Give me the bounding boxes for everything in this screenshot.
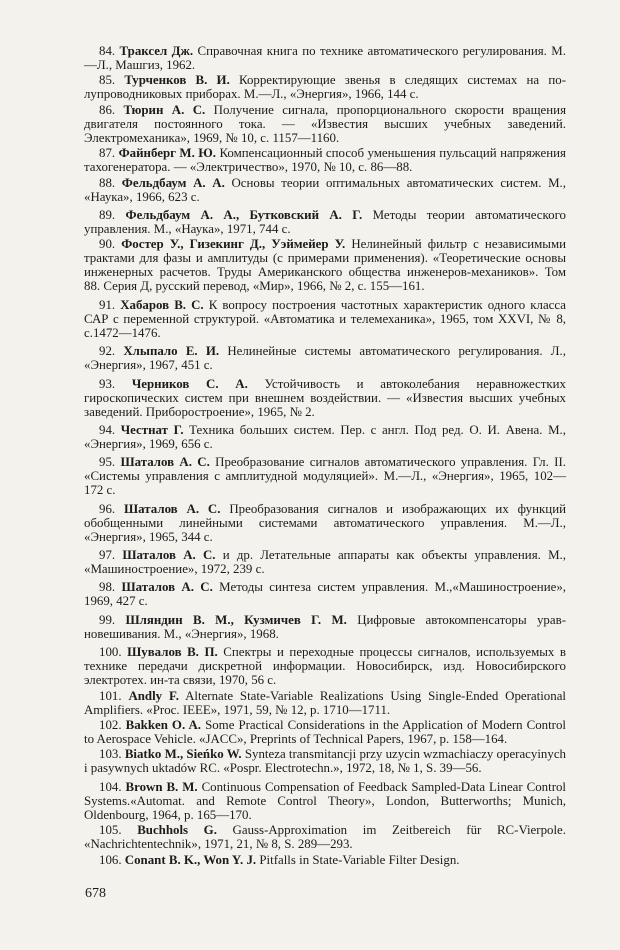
reference-authors: Conant B. K., Won Y. J. <box>124 852 257 867</box>
reference-text: Устойчивость и автоколебания неравножестких гироскопических систем при внешнем воздействии. — «Известия высших учебных заведений. Приборостроение», 1965, № 2. <box>84 376 566 419</box>
reference-item <box>84 780 566 822</box>
reference-item <box>84 645 566 687</box>
reference-number: 106. <box>99 852 122 867</box>
reference-authors: Шаталов А. С. <box>121 580 213 595</box>
reference-number: 98. <box>99 580 116 595</box>
reference-authors: Черников С. А. <box>131 376 248 391</box>
reference-number: 100. <box>99 645 122 660</box>
reference-number: 101. <box>99 688 122 703</box>
reference-item <box>84 613 566 641</box>
reference-number: 85. <box>99 73 116 88</box>
reference-text: Техника больших систем. Пер. с англ. Под ред. О. И. Авена. М., «Энергия», 1969, 656 с. <box>84 422 566 451</box>
reference-number: 102. <box>99 718 122 733</box>
reference-authors: Фельдбаум А. А., Бутковский А. Г. <box>125 207 363 222</box>
reference-text: Методы теории автоматического управления. М., «Наука», 1971, 744 с. <box>84 207 566 236</box>
reference-item <box>84 548 566 576</box>
reference-authors: Biatko M., Sieńko W. <box>124 747 242 762</box>
reference-text: Справочная книга по технике автоматического регулирования. М.—Л., Машгиз, 1962. <box>84 44 566 72</box>
reference-authors: Шувалов В. П. <box>127 645 218 660</box>
reference-authors: Турченков В. И. <box>124 73 230 88</box>
reference-text: Pitfalls in State-Variable Filter Design. <box>256 852 460 867</box>
reference-number: 96. <box>99 501 116 516</box>
reference-number: 97. <box>99 548 116 563</box>
reference-number: 91. <box>99 297 116 312</box>
reference-text: Alternate State-Variable Realizations Using Single-Ended Operational Amplifiers. «Proc. IEEE», 1971, 59, № 12, p. 1710—1711. <box>84 688 566 717</box>
reference-item <box>84 580 566 608</box>
reference-authors: Buchhols G. <box>137 823 217 838</box>
reference-text: Методы синтеза систем управления. М.,«Машиностроение», 1969, 427 с. <box>84 580 566 609</box>
reference-item <box>84 823 566 851</box>
reference-text: Преобразование сигналов автоматического управления. Гл. II. «Системы управления с амплитудной модуляцией». М.—Л., «Энергия», 1965, 102—172 с. <box>84 455 566 498</box>
page-number: 678 <box>85 886 106 901</box>
reference-authors: Честнат Г. <box>120 422 184 437</box>
reference-authors: Bakken O. A. <box>125 718 202 733</box>
reference-text: Основы теории оптимальных автоматических систем. М., «Наука», 1966, 623 с. <box>84 175 566 204</box>
reference-number: 90. <box>99 237 116 252</box>
reference-number: 94. <box>99 422 116 437</box>
reference-text: Спектры и переходные процессы сигналов, используемых в технике передачи дискретной информации. Новосибирск, изд. Новосибирского электротех. ин-та связи, 1970, 56 с. <box>84 645 566 688</box>
reference-number: 89. <box>99 207 116 222</box>
reference-item <box>84 298 566 340</box>
reference-text: Some Practical Considerations in the Application of Modern Control to Aerospace Vehicle. «JACC», Preprints of Technical Papers, 1967, p. 158—164. <box>84 718 566 747</box>
reference-text: Цифровые автокомпенсаторы уравновешивания. М., «Энергия», 1968. <box>84 612 566 641</box>
reference-number: 84. <box>99 44 116 58</box>
reference-authors: Файнберг М. Ю. <box>118 146 216 161</box>
reference-item <box>84 44 566 72</box>
reference-authors: Хабаров В. С. <box>120 297 204 312</box>
reference-authors: Траксел Дж. <box>119 44 194 58</box>
reference-item <box>84 689 566 717</box>
reference-authors: Фельдбаум А. А. <box>121 175 225 190</box>
reference-item <box>84 423 566 451</box>
reference-authors: Шаталов А. С. <box>124 501 221 516</box>
reference-item <box>84 455 566 497</box>
reference-item <box>84 208 566 236</box>
reference-authors: Шляндин В. М., Кузмичев Г. М. <box>125 612 347 627</box>
reference-authors: Brown B. M. <box>125 779 198 794</box>
reference-text: Получение сигнала, пропорционального скорости вращения двигателя постоянного тока. — «Известия высших учебных заведений. Электромеханика», 1969, № 10, с. 1157—1160. <box>84 102 566 145</box>
reference-text: Компенсационный способ уменьшения пульсаций напряжения тахогенератора. — «Электричество», 1970, № 10, с. 86—88. <box>84 146 566 175</box>
reference-text: и др. Летательные аппараты как объекты управления. М., «Машиностроение», 1972, 239 с. <box>84 548 566 577</box>
reference-number: 93. <box>99 376 116 391</box>
reference-authors: Шаталов А. С. <box>120 455 210 470</box>
reference-text: Нелинейный фильтр с независимыми трактами для фазы и амплитуды (с примерами применения). «Теоретические основы инженерных расчетов. Труды Американского общества инженеров-механиков». Том 88. Серия Д, русский перевод, «Мир», 1966, № 2, с. 155—161. <box>84 237 566 294</box>
reference-number: 88. <box>99 175 116 190</box>
reference-number: 92. <box>99 344 116 359</box>
reference-text: Gauss-Approximation im Zeitbereich für RC-Vierpole. «Nachrichtentechnik», 1971, 21, № 8, S. 289—293. <box>84 823 566 852</box>
reference-text: Continuous Compensation of Feedback Sampled-Data Linear Control Systems.«Automat. and Remote Control Theory», London, Butterworths; Munich, Oldenbourg, 1964, p. 165—170. <box>84 779 567 822</box>
reference-list <box>84 44 566 871</box>
reference-number: 103. <box>99 747 122 762</box>
reference-item <box>84 377 566 419</box>
reference-text: К вопросу построения частотных характеристик одного класса САР с переменной структурой. «Автоматика и телемеханика», 1965, том XXVI, № 8, с.1472—1476. <box>84 297 566 340</box>
reference-text: Нелинейные системы автоматического регулирования. Л., «Энергия», 1967, 451 с. <box>84 344 566 373</box>
reference-item <box>84 237 566 293</box>
reference-number: 95. <box>99 455 116 470</box>
reference-item <box>84 747 566 775</box>
reference-item <box>84 103 566 145</box>
reference-authors: Тюрин А. С. <box>123 102 206 117</box>
reference-item <box>84 718 566 746</box>
reference-number: 86. <box>99 102 116 117</box>
reference-number: 105. <box>99 823 122 838</box>
reference-text: Корректирующие звенья в следящих системах на полупроводниковых приборах. М.—Л., «Энергия», 1966, 144 с. <box>84 73 566 102</box>
reference-item <box>84 344 566 372</box>
reference-text: Synteza transmitancji przy uzycin wzmachiaczy operacyinych i pasywnych uktadów RC. «Pospr. Electrotechn.», 1972, 18, № 1, S. 39—56. <box>84 747 566 776</box>
reference-item <box>84 73 566 101</box>
reference-authors: Хлыпало Е. И. <box>123 344 220 359</box>
reference-item <box>84 176 566 204</box>
reference-item <box>84 502 566 544</box>
reference-text: Преобразования сигналов и изображающих их функций обобщенными линейными системами автоматического управления. М.—Л., «Энергия», 1965, 344 с. <box>84 501 566 544</box>
reference-number: 87. <box>99 146 116 161</box>
reference-number: 104. <box>99 779 122 794</box>
reference-authors: Andly F. <box>128 688 179 703</box>
reference-authors: Шаталов А. С. <box>122 548 216 563</box>
reference-authors: Фостер У., Гизекинг Д., Уэймейер У. <box>121 237 346 252</box>
reference-item <box>84 146 566 174</box>
reference-item <box>84 853 566 867</box>
reference-number: 99. <box>99 612 116 627</box>
